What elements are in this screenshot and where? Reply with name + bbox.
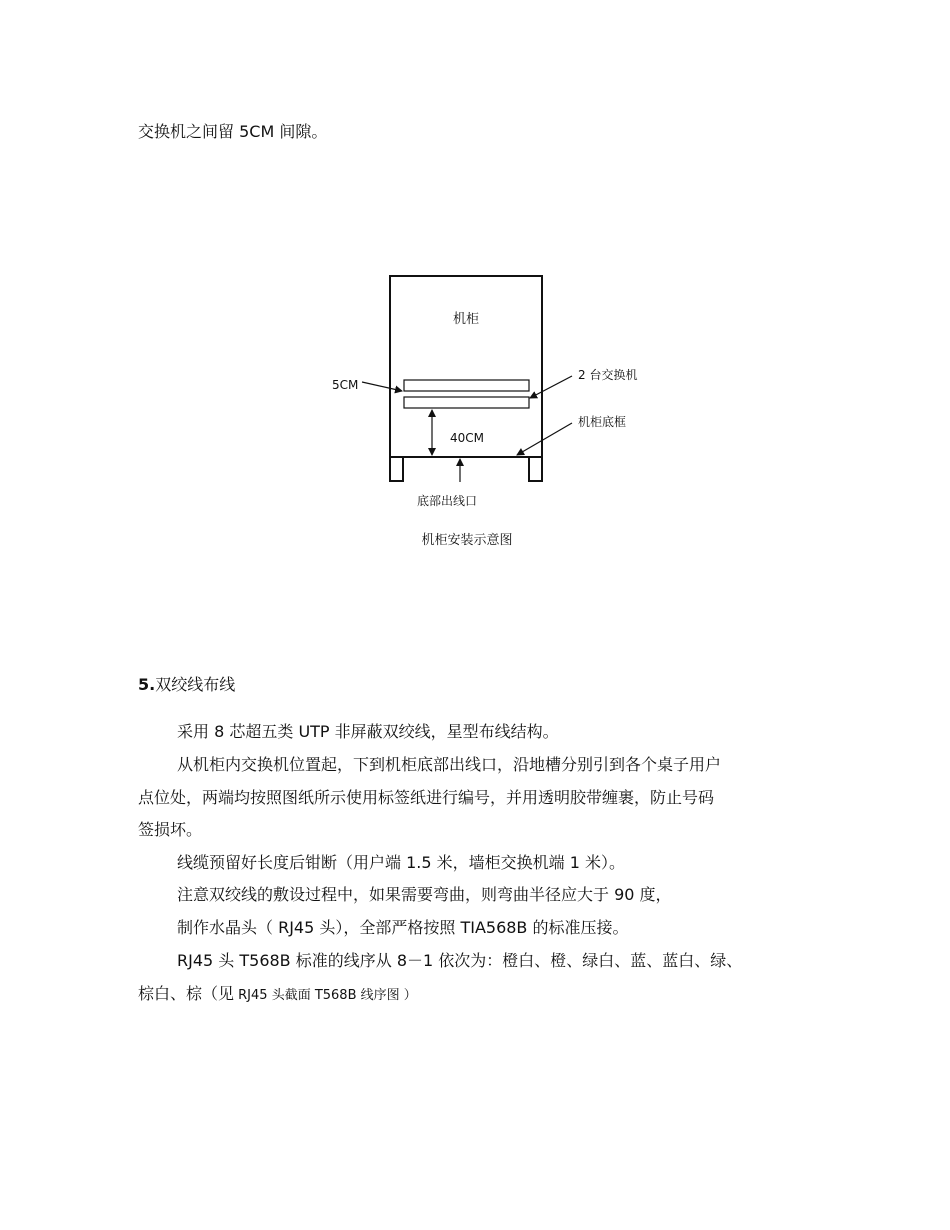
paragraph-1: 采用 8 芯超五类 UTP 非屏蔽双绞线，星型布线结构。 — [177, 722, 559, 741]
switches-label: 2 台交换机 — [578, 368, 638, 382]
cabinet-leg-right — [529, 457, 542, 481]
cabinet-outline — [390, 276, 542, 457]
section-number: 5. — [138, 675, 156, 694]
outlet-label: 底部出线口 — [417, 494, 478, 508]
diagram-caption: 机柜安装示意图 — [421, 533, 513, 548]
switch-upper — [404, 380, 529, 391]
paragraph-2-line-2: 点位处，两端均按照图纸所示使用标签纸进行编号，并用透明胶带缠裹，防止号码 — [138, 788, 715, 807]
gap-arrow — [362, 382, 402, 391]
paragraph-2-line-1: 从机柜内交换机位置起，下到机柜底部出线口，沿地槽分别引到各个桌子用户 — [177, 755, 722, 774]
paragraph-3: 线缆预留好长度后钳断（用户端 1.5 米，墙柜交换机端 1 米）。 — [177, 853, 625, 872]
switches-arrow — [530, 376, 572, 398]
paragraph-6-line-1: RJ45 头 T568B 标准的线序从 8－1 依次为：橙白、橙、绿白、蓝、蓝白、绿、 — [177, 951, 743, 970]
frame-label: 机柜底框 — [578, 415, 627, 429]
paragraph-6-line-2-figure-ref: RJ45 头截面 T568B 线序图 ） — [234, 988, 417, 1003]
cabinet-diagram — [0, 0, 950, 600]
cabinet-label: 机柜 — [452, 312, 480, 327]
height-label: 40CM — [450, 431, 485, 445]
frame-arrow — [517, 423, 572, 455]
paragraph-2-line-3: 签损坏。 — [138, 820, 203, 839]
paragraph-6-line-2 — [138, 984, 417, 1006]
paragraph-4: 注意双绞线的敷设过程中，如果需要弯曲，则弯曲半径应大于 90 度， — [177, 885, 672, 904]
section-title: 双绞线布线 — [155, 675, 236, 694]
paragraph-6-line-2-start: 棕白、棕（见 — [138, 984, 235, 1003]
paragraph-5: 制作水晶头（ RJ45 头），全部严格按照 TIA568B 的标准压接。 — [177, 918, 629, 937]
section-heading — [138, 675, 235, 695]
gap-label: 5CM — [332, 378, 359, 392]
switch-lower — [404, 397, 529, 408]
intro-line: 交换机之间留 5CM 间隙。 — [138, 122, 328, 141]
cabinet-leg-left — [390, 457, 403, 481]
